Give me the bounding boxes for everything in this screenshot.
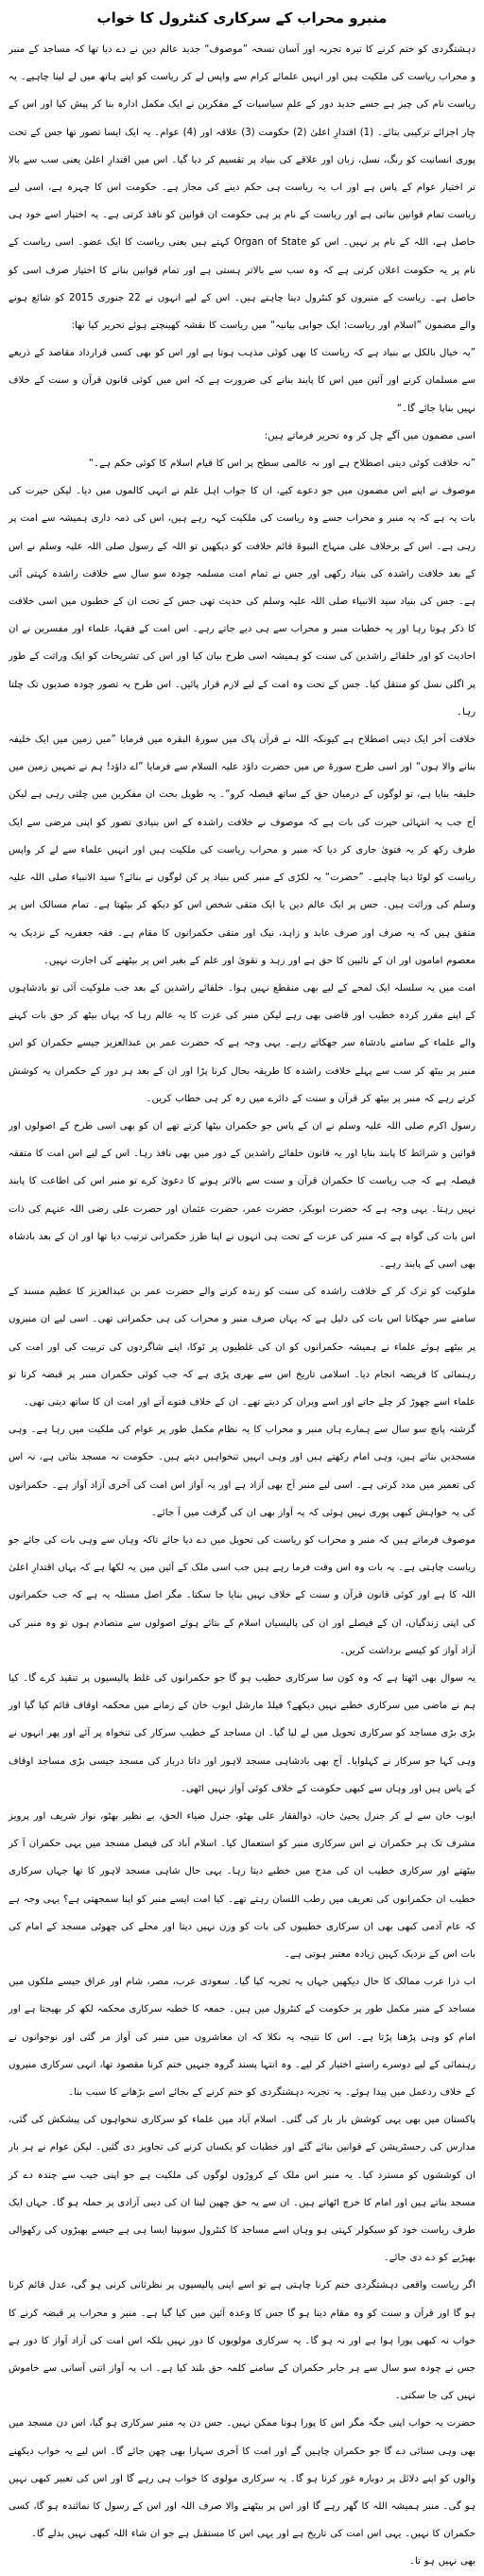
article-paragraph: رسول اکرم صلی اللہ علیہ وسلم نے ان کے پاس جو حکمران بیٹھا کرتے تھے ان کو بھی اسی طرح کے اصولوں اور قوانین و شرائط کا پابند بنایا اور یہ قانون خلفائے راشدین کے دور میں بھی نافذ رہا۔ اس کے لیے اس امت کا متفقہ فیصلہ ہے کہ جب ریاست کا حکمران قرآن و سنت سے بالاتر ہونے کا دعویٰ کرے تو منبر اس کی اطاعت کا پابند نہیں رہتا۔ یہی وجہ ہے کہ حضرت ابوبکر، حضرت عمر، حضرت عثمان اور حضرت علی رضی اللہ عنہم کی ذات اس بات کی گواہ ہے کہ منبر کی عزت کے تحت ہی انہوں نے اپنا طرز حکمرانی ترتیب دیا تھا اور ان کے بعد بادشاہ بھی اسی کے پابند رہے۔	[9, 1120, 475, 1270]
article-paragraph: یہ سوال بھی اٹھتا ہے کہ وہ کون سا سرکاری خطیب ہو گا جو حکمرانوں کی غلط پالیسیوں پر تنقید کرے گا۔ کیا ہم نے ماضی میں سرکاری خطبے نہیں دیکھے؟ فیلڈ مارشل ایوب خان کے زمانے میں محکمہ اوقاف قائم کیا گیا اور بڑی بڑی مساجد کو سرکاری تحویل میں لے لیا گیا۔ ان مساجد کے خطیب سرکار کی تنخواہ پر آئے اور پھر انہوں نے وہی کہا جو سرکار نے کہلوایا۔ آج بھی بادشاہی مسجد لاہور اور داتا دربار کی مسجد جیسی بڑی مساجد اوقاف کے پاس ہیں اور وہاں سے کبھی حکومت کے خلاف کوئی آواز نہیں اٹھی۔	[9, 1672, 475, 1794]
article-paragraph: ایوب خان سے لے کر جنرل یحییٰ خان، ذوالفقار علی بھٹو، جنرل ضیاء الحق، بے نظیر بھٹو، نواز شریف اور پرویز مشرف تک ہر حکمران نے اس سرکاری منبر کو استعمال کیا۔ اسلام آباد کی فیصل مسجد میں یہی حکمران آ کر بیٹھتے اور سرکاری خطیب ان کی مدح میں خطبے دیتا رہا۔ یہی حال شاہی مسجد لاہور کا تھا جہاں سرکاری خطیب ان حکمرانوں کی تعریف میں رطب اللسان رہتے تھے۔ کیا امت ایسے منبر کو اپنا سمجھتی ہے؟ یہی وجہ ہے کہ عام آدمی کبھی بھی ان سرکاری خطیبوں کی بات کو وزن نہیں دیتا اور محلے کی چھوٹی مسجد کے امام کی بات اس کے نزدیک کہیں زیادہ معتبر ہوتی ہے۔	[9, 1811, 475, 1961]
article-paragraph: خلافت آخر ایک دینی اصطلاح ہے کیونکہ اللہ نے قرآن پاک میں سورۃ البقرہ میں فرمایا ”میں زمین میں ایک خلیفہ بنانے والا ہوں“ اور اسی طرح سورۃ ص میں حضرت داؤد علیہ السلام سے فرمایا ”اے داؤد! ہم نے تمہیں زمین میں خلیفہ بنایا ہے، تو لوگوں کے درمیان حق کے ساتھ فیصلہ کرو“۔ یہ طویل بحث ان مفکرین میں چلتی رہی ہے لیکن آج جب یہ انتہائی حیرت کی بات ہے کہ موصوف نے خلافت راشدہ کے اس بنیادی تصور کو اپنی مرضی سے ایک طرف رکھ کر یہ فتویٰ جاری کر دیا کہ منبر و محراب ریاست کی ملکیت ہیں اور انہیں علماء سے لے کر واپس ریاست کو لوٹا دینا چاہیے۔ ”حضرت“ یہ لکڑی کے منبر کس بنیاد پر کن لوگوں نے بنائے؟ سید الانبیاء صلی اللہ علیہ وسلم کی وراثت ہیں۔ جس پر ایک عالم دین یا ایک متقی شخص اس کو دیکھ کر بیٹھتا ہے۔ تمام مسالک اس پر متفق ہیں کہ یہ صرف اور صرف عابد و زاہد، نیک اور متقی حکمرانوں کا مقام ہے۔ فقہ جعفریہ کے نزدیک یہ معصوم اماموں اور ان کے نائبین کا حق ہے اور زہد و تقویٰ اور علم کے بغیر اس پر بیٹھنے کی اجازت نہیں۔	[9, 735, 475, 966]
article-paragraph: حضرت یہ خواب اپنی جگہ مگر اس کا پورا ہونا ممکن نہیں۔ جس دن یہ منبر سرکاری ہو گیا، اس دن مسجد میں بھی وہی سنائی دے گا جو حکمران چاہیں گے اور امت کا آخری سہارا بھی چھن جائے گا۔ اس لیے یہ خواب دیکھنے والوں کو اپنے دلائل پر دوبارہ غور کرنا ہو گا۔ یہ سرکاری مولوی کا خواب ہی رہے گا اور اس کی تعبیر کبھی نہیں ہو گی۔ منبر ہمیشہ اللہ کا گھر رہے گا اور اس پر بیٹھنے والا صرف اللہ اور اس کے رسول کا نمائندہ ہو گا، کسی حکمران کا نہیں۔ یہی اس امت کی تاریخ ہے اور یہی اس کا مستقبل ہے جو ان شاء اللہ کبھی نہیں بدلے گا۔	[9, 2418, 475, 2540]
article-paragraph: امت میں یہ سلسلہ ایک لمحے کے لیے بھی منقطع نہیں ہوا۔ خلفائے راشدین کے بعد جب ملوکیت آئی تو بادشاہوں کے اپنے مقرر کردہ خطیب اور قاضی بھی رہے لیکن منبر کی عزت کا یہ عالم رہا کہ یہاں بیٹھ کر حق بات کہنے والے علماء کے سامنے بادشاہ سر جھکاتے رہے۔ یہی وجہ ہے کہ حضرت عمر بن عبدالعزیز جیسے حکمران کو اس منبر پر بیٹھ کر سب سے پہلے خلافت راشدہ کا طریقہ بحال کرنا پڑا اور ان کے بعد ہر دور کے حکمران یہ کوشش کرتے رہے کہ منبر پر بیٹھ کر قرآن و سنت کے دائرے میں رہ کر ہی خطاب کریں۔	[9, 982, 475, 1104]
article-paragraph: اسی مضمون میں آگے چل کر وہ تحریر فرماتے ہیں:	[264, 430, 475, 441]
article-paragraph: ”نہ خلافت کوئی دینی اصطلاح ہے اور نہ عالمی سطح پر اس کا قیام اسلام کا کوئی حکم ہے۔“	[88, 458, 475, 470]
article-paragraph: پاکستان میں بھی یہی کوشش بار بار کی گئی۔ اسلام آباد میں علماء کو سرکاری تنخواہوں کی پیشکش کی گئی، مدارس کی رجسٹریشن کے قوانین بنائے گئے اور خطبات کو یکساں کرنے کی تجاویز دی گئیں۔ لیکن عوام نے ہر بار ان کوششوں کو مسترد کیا۔ یہ منبر اس ملک کے کروڑوں لوگوں کی ملکیت ہے جو اپنی جیب سے چندہ دے کر مسجد بناتے ہیں اور امام کا خرچ اٹھاتے ہیں۔ ان سے یہ حق چھین لینا ان کی دینی آزادی پر حملہ ہو گا۔ جہاں ایک طرف ریاست خود کو سیکولر کہتی ہو وہاں اسے مساجد کا کنٹرول سونپنا ایسا ہی ہے جیسے بھیڑوں کی رکھوالی بھیڑیے کو دے دی جائے۔	[9, 2115, 475, 2264]
article-body	[9, 36, 475, 2576]
article-paragraph: اگر ریاست واقعی دہشتگردی ختم کرنا چاہتی ہے تو اسے اپنی پالیسیوں پر نظرثانی کرنی ہو گی، عدل قائم کرنا ہو گا اور قرآن و سنت کو وہ مقام دینا ہو گا جس کا وعدہ آئین میں کیا گیا ہے۔ منبر و محراب پر قبضہ کرنے کا خواب نہ کبھی پورا ہوا ہے اور نہ ہو گا۔ یہ سرکاری مولویوں کا دور نہیں بلکہ اس امت کی آزاد آواز کا دور ہے جس نے چودہ سو سال سے ہر جابر حکمران کے سامنے کلمہ حق بلند کیا ہے۔ اب یہ آواز اتنی آسانی سے خاموش نہیں کی جا سکتی۔	[9, 2280, 475, 2402]
article-paragraph: موصوف نے اپنے اس مضمون میں جو دعوے کیے، ان کا جواب اہل علم نے انہی کالموں میں دیا۔ لیکن حیرت کی بات یہ ہے کہ یہ منبر و محراب جسے وہ ریاست کی ملکیت کہہ رہے ہیں، اس کی ذمہ داری ہمیشہ سے امت پر رہی ہے۔ اس کے برخلاف علی منہاج النبوۃ قائم خلافت کو دیکھیں تو اللہ کے رسول صلی اللہ علیہ وسلم نے اس کے بعد خلافت راشدہ کی بنیاد رکھی اور جس نے تمام امت مسلمہ چودہ سو سال سے خلافت راشدہ کہتی آئی ہے۔ جس کی بنیاد سید الانبیاء صلی اللہ علیہ وسلم کی حدیث تھی جس کے تحت ان کے خطبوں میں اسی خلافت کا ذکر ہوتا رہا اور یہ خطبات منبر و محراب سے ہی دیے جاتے رہے۔ اس امت کے فقہا، علماء اور مفسرین نے ان احادیث کو اور خلفائے راشدین کی سنت کو ہمیشہ اسی طرح بیان کیا اور اس کی تشریحات کو ایک وراثت کے طور پر اگلی نسل کو منتقل کیا۔ جس کے تحت وہ امت کے لیے لازم قرار پائیں۔ اس طرح یہ تصور چودہ صدیوں تک چلتا رہا۔	[9, 486, 475, 717]
article-ending: بھی نہیں ہو تا۔	[408, 2556, 475, 2567]
article-paragraph: دہشتگردی کو ختم کرنے کا تیرہ تجربہ اور آسان نسخہ ”موصوف“ جدید عالم دین نے دے دیا تھا کہ مساجد کے منبر و محراب ریاست کی ملکیت ہیں اور انہیں علمائے کرام سے واپس لے کر ریاست کو اپنے ہاتھ میں لے لینا چاہیے۔ یہ ریاست نام کی چیز ہے جسے جدید دور کے علمِ سیاسیات کے مفکرین نے ایک مکمل ادارہ بنا کر پیش کیا اور اس کے چار اجزائے ترکیبی بتائے۔ (1) اقتدارِ اعلیٰ (2) حکومت (3) علاقہ اور (4) عوام۔ یہ ایک ایسا تصور تھا جس کے تحت پوری انسانیت کو رنگ، نسل، زبان اور علاقے کی بنیاد پر تقسیم کر دیا گیا۔ اس میں اقتدارِ اعلیٰ یعنی سب سے بالا تر اختیار عوام کے پاس ہے اور اب یہ ریاست ہی حکم دینے کی مجاز ہے۔ حکومت اس کا چہرہ ہے، اسی لیے ریاست تمام قوانین بناتی ہے اور ریاست کے نام پر ہی حکومت ان قوانین کو نافذ کرتی ہے۔ یہ اختیار اسے خود ہی حاصل ہے، اللہ کے نام پر نہیں۔ اس کو Organ of State کہتے ہیں یعنی ریاست کا ایک عضو۔ اسی ریاست کے نام پر یہ حکومت اعلان کرتی ہے کہ وہ سب سے بالاتر ہستی ہے اور تمام قوانین بنانے کا اختیار صرف اسی کو حاصل ہے۔ ریاست کے منبروں کو کنٹرول دینا چاہتے ہیں۔ اس کے لیے انہوں نے 22 جنوری 2015 کو شائع ہونے والے مضمون ”اسلام اور ریاست: ایک جوابی بیانیہ“ میں ریاست کا نقشہ کھینچتے ہوئے تحریر کیا تھا:	[9, 44, 475, 332]
article-paragraph: موصوف فرماتے ہیں کہ منبر و محراب کو ریاست کی تحویل میں دے دیا جائے تاکہ وہاں سے وہی بات کی جائے جو ریاست چاہتی ہے۔ یہ بات وہ اس وقت فرما رہے ہیں جب اسی ملک کے آئین میں یہ لکھا ہے کہ یہاں اقتدارِ اعلیٰ اللہ کا ہے اور کوئی قانون قرآن و سنت کے خلاف نہیں بنایا جا سکتا۔ مگر اصل مسئلہ یہ ہے کہ جب حکمرانوں کی اپنی زندگیاں، ان کے فیصلے اور ان کی پالیسیاں اسلام کے بتائے ہوئے اصولوں سے متصادم ہوں تو وہ منبر کی آزاد آواز کو کیسے برداشت کریں۔	[9, 1534, 475, 1656]
article-paragraph: گزشتہ پانچ سو سال سے ہمارے ہاں منبر و محراب کا یہ نظام مکمل طور پر عوام کی ملکیت میں رہا ہے۔ وہی مسجدیں بناتے ہیں، وہی امام رکھتے ہیں اور وہی انہیں تنخواہیں دیتے ہیں۔ حکومت نہ مسجد بناتی ہے، نہ اس کی تعمیر میں مدد کرتی ہے۔ اسی لیے منبر آج بھی آزاد ہے اور یہ آواز اس امت کی آخری آزاد آواز ہے۔ حکمرانوں کی یہ خواہش کبھی پوری نہیں ہوئی کہ یہ آواز بھی ان کی گرفت میں آ جائے۔	[9, 1425, 475, 1518]
article-paragraph: ”یہ خیال بالکل بے بنیاد ہے کہ ریاست کا بھی کوئی مذہب ہوتا ہے اور اس کو بھی کسی قرارداد مقاصد کے ذریعے سے مسلمان کرنے اور آئین میں اس کا پابند بنانے کی ضرورت ہے کہ اس میں کوئی قانون قرآن و سنت کے خلاف نہیں بنایا جائے گا۔“	[9, 348, 475, 414]
article-paragraph: اب ذرا عرب ممالک کا حال دیکھیں جہاں یہ تجربہ کیا گیا۔ سعودی عرب، مصر، شام اور عراق جیسے ملکوں میں مساجد کے منبر مکمل طور پر حکومت کے کنٹرول میں ہیں۔ جمعہ کا خطبہ سرکاری محکمہ لکھ کر بھیجتا ہے اور امام کو وہی پڑھنا پڑتا ہے۔ اس کا نتیجہ یہ نکلا کہ ان معاشروں میں منبر کی آواز مر گئی اور نوجوانوں نے رہنمائی کے لیے دوسرے راستے اختیار کر لیے۔ وہ انتہا پسند گروہ جنہیں ختم کرنا مقصود تھا، انہی سرکاری منبروں کے خلاف ردعمل میں پیدا ہوئے۔ یہ تجربہ دہشتگردی کو ختم کرنے کے بجائے اسے بڑھانے کا سبب بنا۔	[9, 1977, 475, 2099]
article-headline: منبرو محراب کے سرکاری کنٹرول کا خواب	[96, 9, 388, 26]
article-paragraph: ملوکیت کو ترک کر کے خلافت راشدہ کی سنت کو زندہ کرنے والے حضرت عمر بن عبدالعزیز کا عظیم مسند کے سامنے سر جھکانا اس بات کی دلیل ہے کہ یہاں صرف منبر و محراب کی ہی حکمرانی تھی۔ اسی لیے ان منبروں پر بیٹھے ہوئے علماء نے ہمیشہ حکمرانوں کو ان کی غلطیوں پر ٹوکا، اپنے شاگردوں کی تربیت کی اور امت کی رہنمائی کا فریضہ انجام دیا۔ اسلامی تاریخ اس سے بھری پڑی ہے کہ جب کوئی حکمران منبر پر قبضہ کرتا تو علماء اسے چھوڑ کر چلے جاتے اور اسے ویران کر دیتے تھے۔ ان کے خلاف فتوے آتے اور امت ان کا ساتھ دیتی تھی۔	[9, 1287, 475, 1408]
